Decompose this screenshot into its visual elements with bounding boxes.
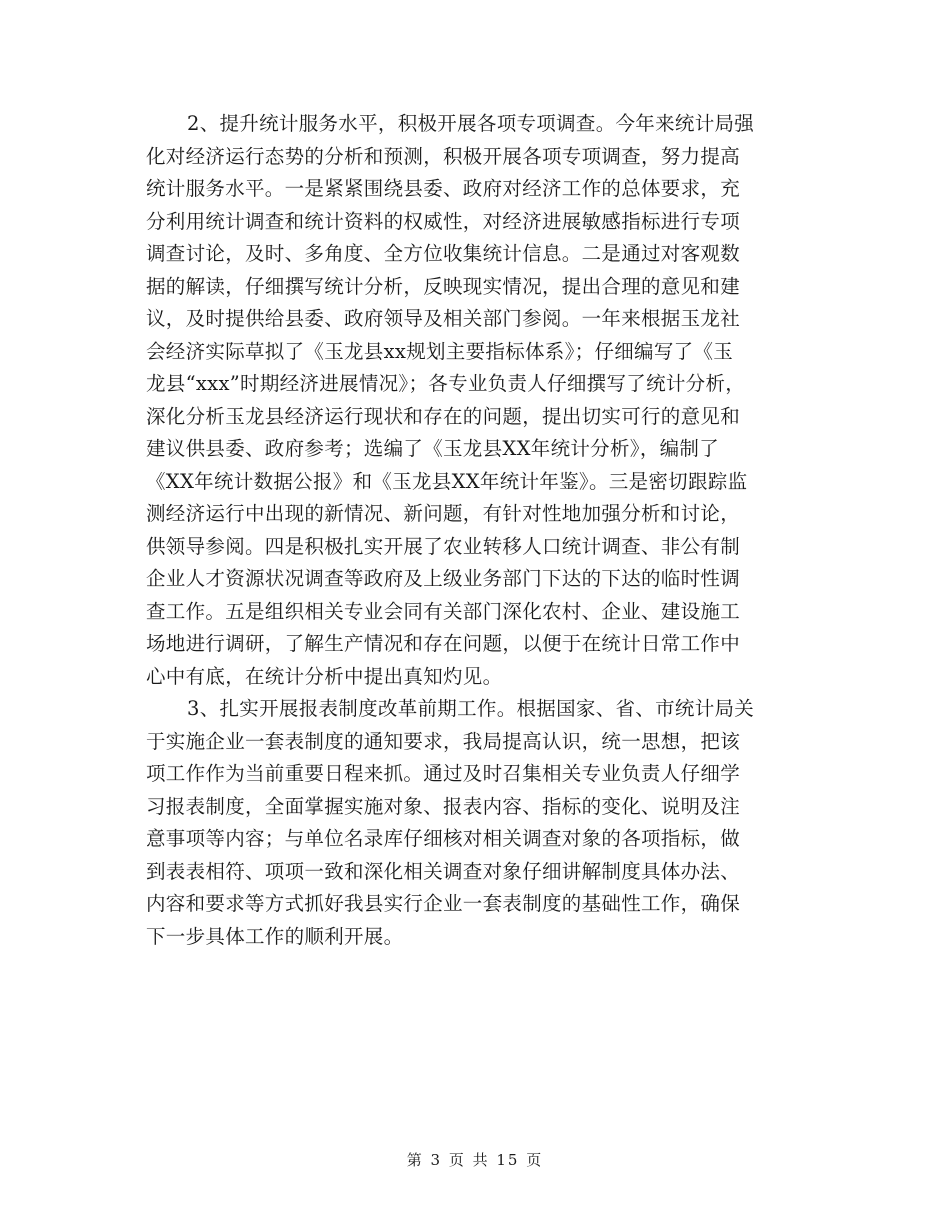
text-line: 于实施企业一套表制度的通知要求，我局提高认识，统一思想，把该: [146, 729, 741, 753]
text-line: 化对经济运行态势的分析和预测，积极开展各项专项调查，努力提高: [146, 144, 741, 168]
text-line: 习报表制度，全面掌握实施对象、报表内容、指标的变化、说明及注: [146, 794, 741, 818]
paragraph-2: [146, 108, 826, 693]
text-line: 龙县“xxx”时期经济进展情况》；各专业负责人仔细撰写了统计分析，: [146, 372, 746, 395]
text-line: 内容和要求等方式抓好我县实行企业一套表制度的基础性工作，确保: [146, 892, 741, 915]
text-line: 议，及时提供给县委、政府领导及相关部门参阅。一年来根据玉龙社: [146, 307, 741, 330]
text-line: 场地进行调研，了解生产情况和存在问题，以便于在统计日常工作中: [146, 632, 741, 655]
text-line: 据的解读，仔细撰写统计分析，反映现实情况，提出合理的意见和建: [146, 274, 741, 298]
text-line: 供领导参阅。四是积极扎实开展了农业转移人口统计调查、非公有制: [146, 534, 741, 558]
text-line: 2、提升统计服务水平，积极开展各项专项调查。今年来统计局强: [187, 112, 755, 135]
text-line: 深化分析玉龙县经济运行现状和存在的问题，提出切实可行的意见和: [146, 404, 741, 428]
text-line: 意事项等内容；与单位名录库仔细核对相关调查对象的各项指标，做: [146, 827, 741, 850]
text-line: 会经济实际草拟了《玉龙县xx规划主要指标体系》；仔细编写了《玉: [146, 339, 734, 363]
text-line: 分利用统计调查和统计资料的权威性，对经济进展敏感指标进行专项: [146, 209, 741, 233]
paragraph-3: [146, 693, 826, 953]
text-line: 调查讨论，及时、多角度、全方位收集统计信息。二是通过对客观数: [146, 242, 741, 265]
text-line: 下一步具体工作的顺利开展。: [146, 924, 404, 948]
page-number-footer: 第 3 页 共 15 页: [406, 1151, 544, 1169]
document-body: [146, 108, 826, 953]
text-line: 心中有底，在统计分析中提出真知灼见。: [146, 664, 503, 688]
text-line: 《XX年统计数据公报》和《玉龙县XX年统计年鉴》。三是密切跟踪监: [146, 469, 748, 493]
text-line: 3、扎实开展报表制度改革前期工作。根据国家、省、市统计局关: [187, 697, 755, 720]
text-line: 建议供县委、政府参考；选编了《玉龙县XX年统计分析》，编制了: [146, 437, 720, 460]
text-line: 统计服务水平。一是紧紧围绕县委、政府对经济工作的总体要求，充: [146, 177, 741, 200]
text-line: 到表表相符、项项一致和深化相关调查对象仔细讲解制度具体办法、: [146, 859, 741, 883]
text-line: 企业人才资源状况调查等政府及上级业务部门下达的下达的临时性调: [146, 567, 741, 590]
text-line: 测经济运行中出现的新情况、新问题，有针对性地加强分析和讨论，: [146, 502, 741, 525]
text-line: 项工作作为当前重要日程来抓。通过及时召集相关专业负责人仔细学: [146, 762, 741, 785]
text-line: 查工作。五是组织相关专业会同有关部门深化农村、企业、建设施工: [146, 599, 741, 623]
